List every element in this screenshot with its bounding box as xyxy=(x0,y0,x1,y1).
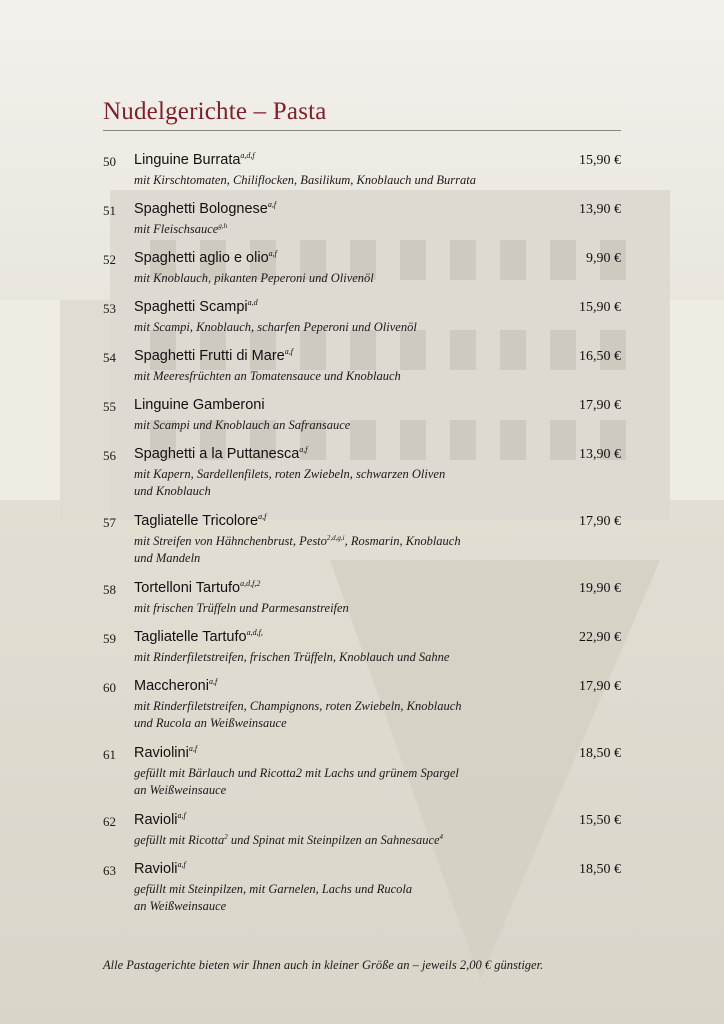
allergen-codes: a,f xyxy=(177,860,186,869)
item-name-text: Ravioli xyxy=(134,812,178,828)
item-name-text: Spaghetti a la Puttanesca xyxy=(134,446,300,462)
description-allergen-codes: 2,d,g,i xyxy=(326,534,345,542)
item-name xyxy=(134,678,217,694)
item-name xyxy=(134,299,258,315)
item-price: 13,90 € xyxy=(579,202,621,217)
item-number: 57 xyxy=(103,515,116,530)
item-price: 17,90 € xyxy=(579,398,621,413)
item-description xyxy=(134,221,544,238)
item-name-text: Tortelloni Tartufo xyxy=(134,580,241,596)
allergen-codes: a,f xyxy=(177,811,186,820)
description-text: gefüllt mit Steinpilzen, mit Garnelen, Lachs und Rucola xyxy=(134,882,413,896)
description-text: , Rosmarin, Knoblauch xyxy=(344,534,461,548)
item-name xyxy=(134,812,186,828)
description-text: mit Rinderfiletstreifen, frischen Trüffeln, Knoblauch und Sahne xyxy=(134,650,450,664)
item-price: 18,50 € xyxy=(579,746,621,761)
description-text: gefüllt mit Ricotta xyxy=(134,833,225,847)
item-description xyxy=(134,832,544,849)
item-description xyxy=(134,417,544,434)
item-description xyxy=(134,765,544,799)
item-description xyxy=(134,881,544,915)
description-text: mit frischen Trüffeln und Parmesanstreifen xyxy=(134,601,349,615)
item-name xyxy=(134,201,276,217)
item-number: 51 xyxy=(103,203,116,218)
footer-note: Alle Pastagerichte bieten wir Ihnen auch in kleiner Größe an – jeweils 2,00 € günstiger. xyxy=(103,958,544,972)
item-number: 52 xyxy=(103,252,116,267)
item-number: 55 xyxy=(103,399,116,414)
description-text: mit Kapern, Sardellenfilets, roten Zwiebeln, schwarzen Oliven xyxy=(134,467,446,481)
allergen-codes: a,f xyxy=(299,445,308,454)
description-text: und Spinat mit Steinpilzen an Sahnesauce xyxy=(227,833,440,847)
item-name-text: Spaghetti Scampi xyxy=(134,299,248,315)
item-price: 22,90 € xyxy=(579,630,621,645)
item-name xyxy=(134,861,186,877)
item-name xyxy=(134,152,255,168)
allergen-codes: a,d,f xyxy=(240,151,255,160)
item-name-text: Spaghetti Bolognese xyxy=(134,201,268,217)
item-name xyxy=(134,397,265,413)
description-allergen-codes: 2 xyxy=(224,833,228,841)
item-name xyxy=(134,745,197,761)
description-text: und Mandeln xyxy=(134,551,201,565)
item-description xyxy=(134,172,544,189)
title-divider xyxy=(103,130,621,131)
item-name xyxy=(134,580,260,596)
item-description xyxy=(134,368,544,385)
description-text: mit Scampi und Knoblauch an Safransauce xyxy=(134,418,351,432)
item-description xyxy=(134,319,544,336)
item-price: 19,90 € xyxy=(579,581,621,596)
item-number: 50 xyxy=(103,154,116,169)
item-price: 17,90 € xyxy=(579,679,621,694)
item-description xyxy=(134,533,544,567)
item-name-text: Linguine Burrata xyxy=(134,152,241,168)
description-text: mit Meeresfrüchten an Tomatensauce und Knoblauch xyxy=(134,369,401,383)
description-text: mit Streifen von Hähnchenbrust, Pesto xyxy=(134,534,327,548)
item-price: 15,90 € xyxy=(579,153,621,168)
allergen-codes: a,f xyxy=(268,249,277,258)
description-allergen-codes: g,h xyxy=(218,222,228,230)
item-description xyxy=(134,270,544,287)
item-number: 60 xyxy=(103,680,116,695)
item-name xyxy=(134,250,277,266)
description-text: und Knoblauch xyxy=(134,484,211,498)
allergen-codes: a,f xyxy=(267,200,277,209)
page-title: Nudelgerichte – Pasta xyxy=(103,98,327,125)
description-text: mit Rinderfiletstreifen, Champignons, roten Zwiebeln, Knoblauch xyxy=(134,699,462,713)
item-name-text: Maccheroni xyxy=(134,678,209,694)
allergen-codes: a,d,f,2 xyxy=(240,579,261,588)
item-name xyxy=(134,513,266,529)
item-name xyxy=(134,446,308,462)
item-name-text: Linguine Gamberoni xyxy=(134,397,265,413)
allergen-codes: a,f xyxy=(188,744,198,753)
item-price: 15,90 € xyxy=(579,300,621,315)
item-name-text: Raviolini xyxy=(134,745,189,761)
item-price: 17,90 € xyxy=(579,514,621,529)
item-price: 16,50 € xyxy=(579,349,621,364)
item-name-text: Tagliatelle Tricolore xyxy=(134,513,259,529)
description-text: mit Fleischsauce xyxy=(134,222,219,236)
item-name-text: Tagliatelle Tartufo xyxy=(134,629,247,645)
description-text: gefüllt mit Bärlauch und Ricotta2 mit Lachs und grünem Spargel xyxy=(134,766,459,780)
item-name xyxy=(134,629,263,645)
description-text: an Weißweinsauce xyxy=(134,899,227,913)
item-number: 56 xyxy=(103,448,116,463)
description-text: mit Scampi, Knoblauch, scharfen Peperoni und Olivenöl xyxy=(134,320,417,334)
item-number: 63 xyxy=(103,863,116,878)
description-text: an Weißweinsauce xyxy=(134,783,227,797)
allergen-codes: a,f xyxy=(208,677,218,686)
item-name-text: Ravioli xyxy=(134,861,178,877)
item-price: 18,50 € xyxy=(579,862,621,877)
item-name-text: Spaghetti aglio e olio xyxy=(134,250,269,266)
item-number: 58 xyxy=(103,582,116,597)
item-number: 62 xyxy=(103,814,116,829)
description-text: mit Knoblauch, pikanten Peperoni und Olivenöl xyxy=(134,271,374,285)
item-description xyxy=(134,600,544,617)
item-name-text: Spaghetti Frutti di Mare xyxy=(134,348,285,364)
allergen-codes: a,f xyxy=(284,347,293,356)
description-text: mit Kirschtomaten, Chiliflocken, Basilikum, Knoblauch und Burrata xyxy=(134,173,476,187)
item-description xyxy=(134,466,544,500)
item-price: 15,50 € xyxy=(579,813,621,828)
allergen-codes: a,d,f, xyxy=(246,628,263,637)
item-description xyxy=(134,698,544,732)
item-price: 9,90 € xyxy=(586,251,621,266)
item-number: 54 xyxy=(103,350,116,365)
description-allergen-codes: 4 xyxy=(439,833,444,841)
item-name xyxy=(134,348,293,364)
item-number: 61 xyxy=(103,747,116,762)
description-text: und Rucola an Weißweinsauce xyxy=(134,716,287,730)
item-price: 13,90 € xyxy=(579,447,621,462)
allergen-codes: a,d xyxy=(247,298,258,307)
item-number: 59 xyxy=(103,631,116,646)
allergen-codes: a,f xyxy=(258,512,267,521)
item-number: 53 xyxy=(103,301,116,316)
item-description xyxy=(134,649,544,666)
